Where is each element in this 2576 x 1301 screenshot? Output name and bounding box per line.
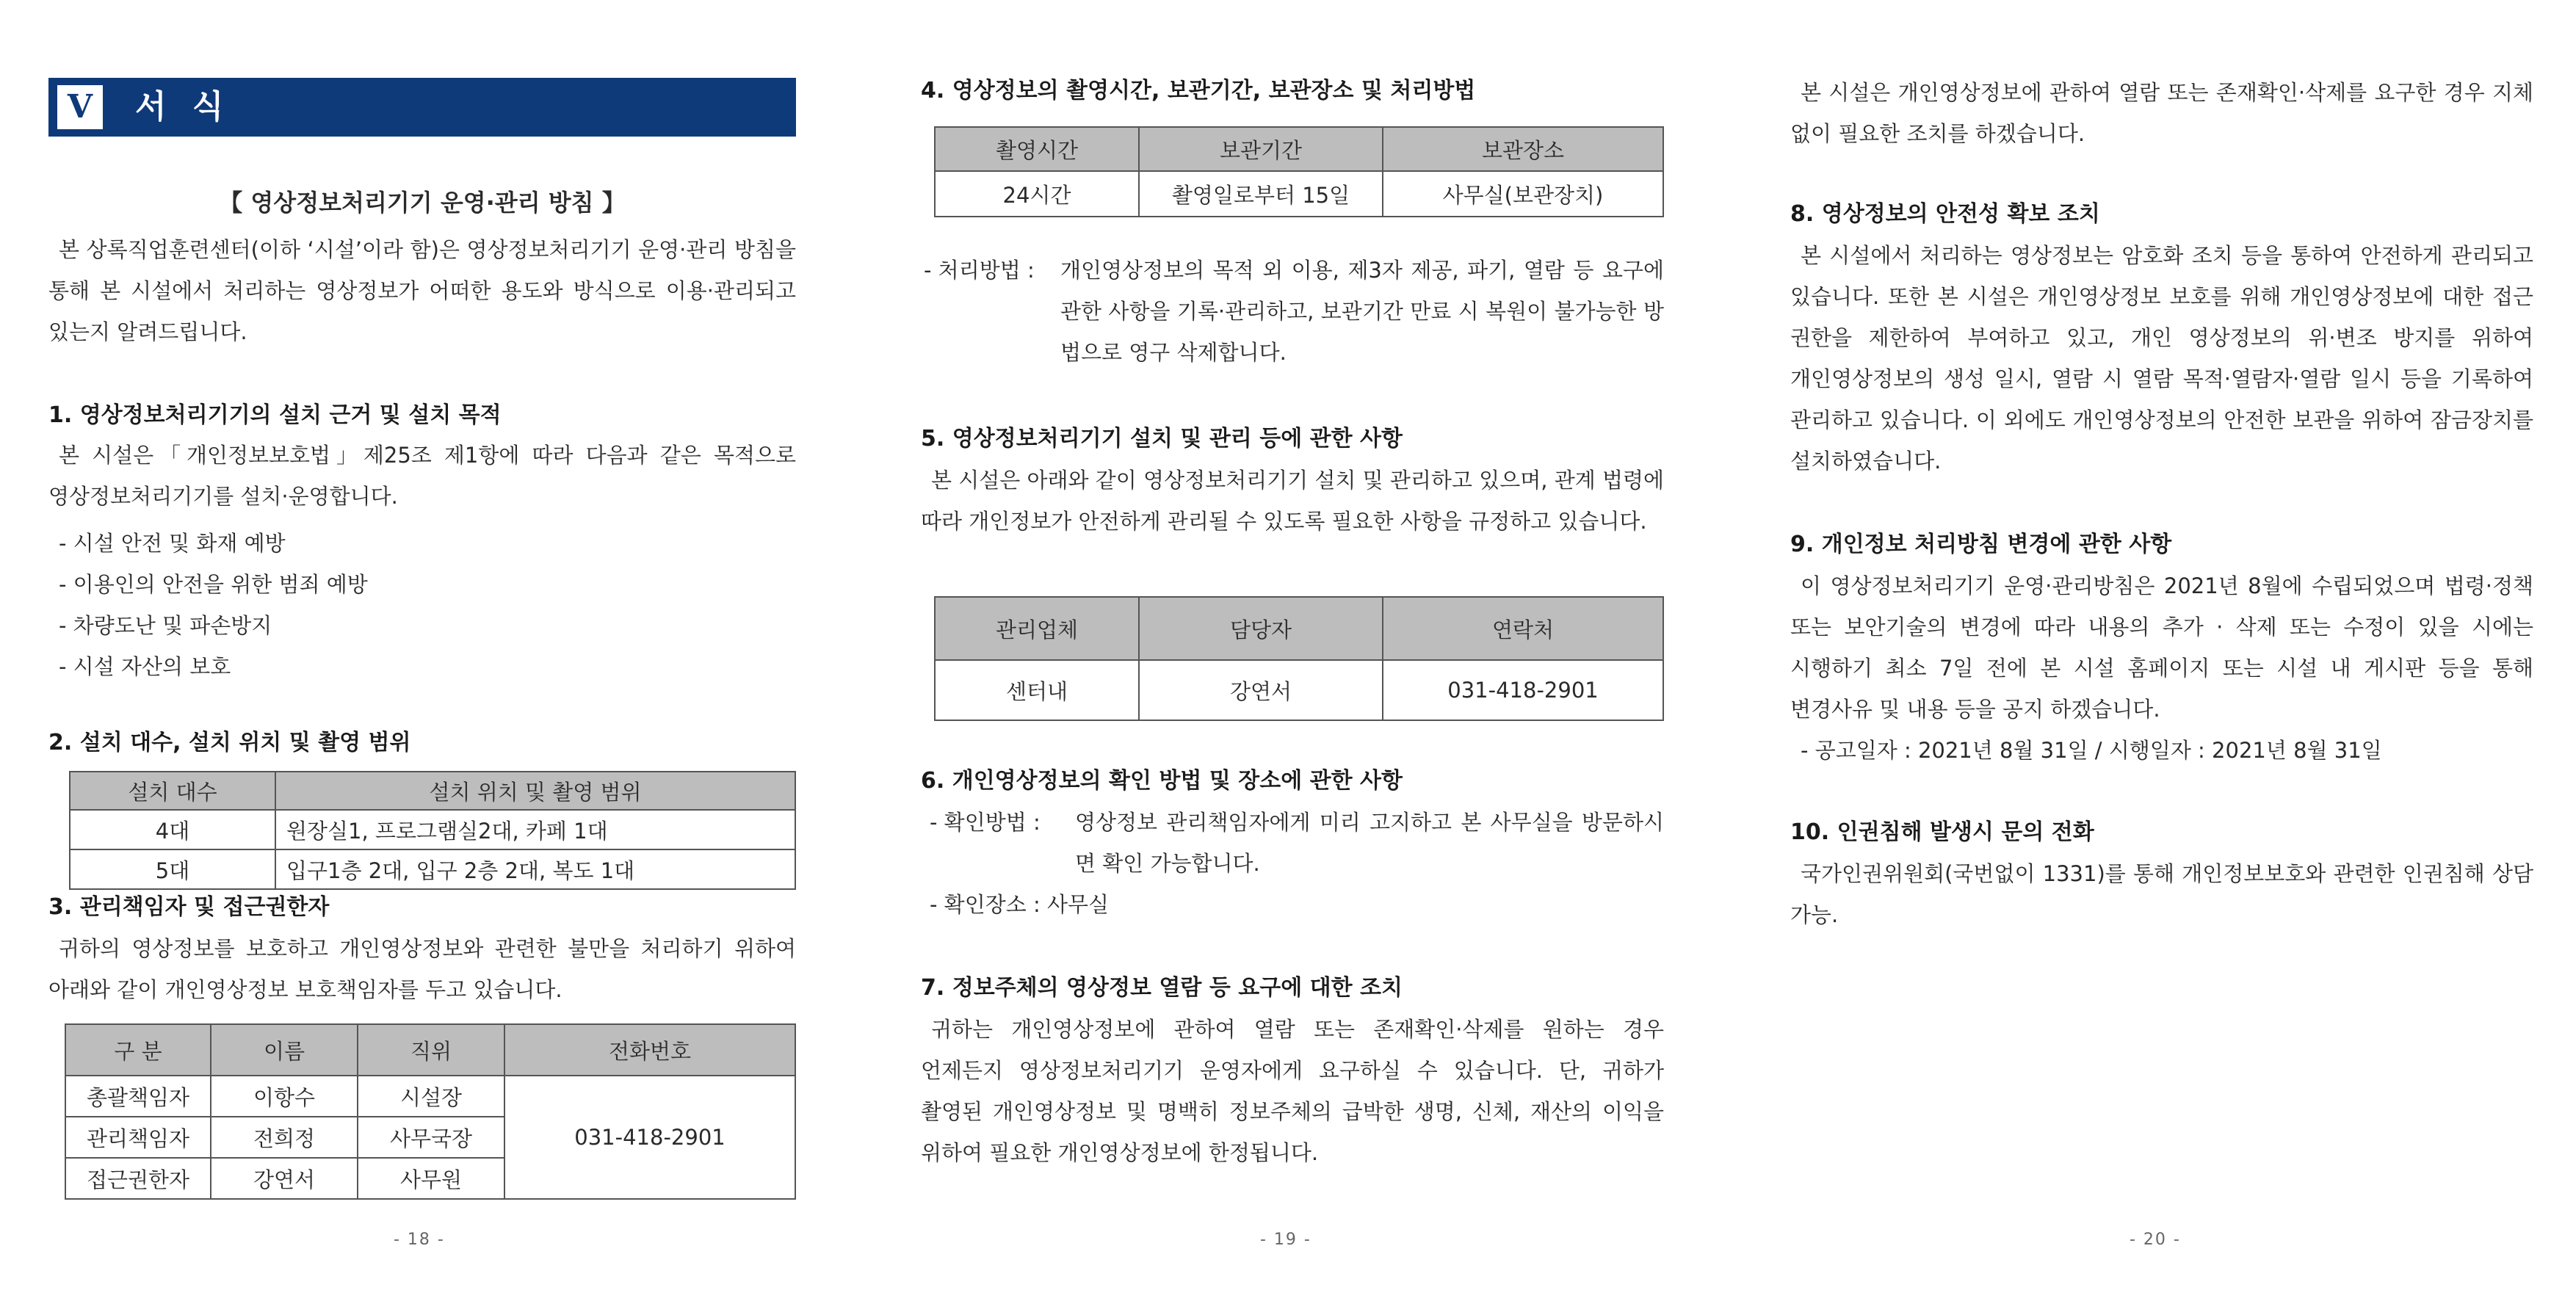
section-1-item: - 시설 안전 및 화재 예방 <box>59 531 286 556</box>
table-cell: 4대 <box>70 810 275 849</box>
page-19 <box>921 0 1664 1301</box>
section-9-body: 이 영상정보처리기기 운영·관리방침은 2021년 8월에 수립되었으며 법령·정책 또는 보안기술의 변경에 따라 내용의 추가 · 삭제 또는 수정이 있을 시에는 시행하기 최소 7일 전에 본 시설 홈페이지 또는 시설 내 게시판 등을 통해 변경사유 및 내용 등을 공지 하겠습니다. <box>1790 573 2533 722</box>
chapter-number: V <box>57 85 103 129</box>
table-cell: 이항수 <box>211 1076 358 1117</box>
section-1-body: 본 시설은「개인정보보호법」제25조 제1항에 따라 다음과 같은 목적으로 영상정보처리기기를 설치·운영합니다. <box>48 443 796 509</box>
manager-table <box>65 1023 796 1200</box>
section-10-title: 10. 인권침해 발생시 문의 전화 <box>1790 819 2094 845</box>
page-number: - 19 - <box>1260 1231 1311 1249</box>
page-18 <box>48 0 796 1301</box>
table-header: 촬영시간 <box>935 127 1139 171</box>
section-4-title: 4. 영상정보의 촬영시간, 보관기간, 보관장소 및 처리방법 <box>921 78 1476 104</box>
section-3-title: 3. 관리책임자 및 접근권한자 <box>48 894 330 920</box>
continued-paragraph: 본 시설은 개인영상정보에 관하여 열람 또는 존재확인·삭제를 요구한 경우 지체 없이 필요한 조치를 하겠습니다. <box>1790 80 2533 146</box>
section-8-body: 본 시설에서 처리하는 영상정보는 암호화 조치 등을 통하여 안전하게 관리되고 있습니다. 또한 본 시설은 개인영상정보 보호를 위해 개인영상정보에 대한 접근 권한을 제한하여 부여하고 있고, 개인 영상정보의 위·변조 방지를 위하여 개인영상정보의 생성 일시, 열람 시 열람 목적·열람자·열람 일시 등을 기록하여 관리하고 있습니다. 이 외에도 개인영상정보의 안전한 보관을 위하여 잠금장치를 설치하였습니다. <box>1790 243 2533 474</box>
document-title: 【 영상정보처리기기 운영·관리 방침 】 <box>219 189 626 217</box>
table-header: 이름 <box>211 1024 358 1076</box>
table-cell: 사무실(보관장치) <box>1383 171 1663 217</box>
table-header: 구 분 <box>65 1024 211 1076</box>
item-text: 영상정보 관리책임자에게 미리 고지하고 본 사무실을 방문하시면 확인 가능합니다. <box>1075 810 1664 876</box>
section-8-title: 8. 영상정보의 안전성 확보 조치 <box>1790 201 2100 227</box>
chapter-title: 서 식 <box>135 88 231 126</box>
section-5-title: 5. 영상정보처리기기 설치 및 관리 등에 관한 사항 <box>921 426 1403 452</box>
table-cell: 사무원 <box>358 1158 504 1199</box>
table-header: 보관기간 <box>1139 127 1383 171</box>
section-5-body: 본 시설은 아래와 같이 영상정보처리기기 설치 및 관리하고 있으며, 관계 법령에 따라 개인정보가 안전하게 관리될 수 있도록 필요한 사항을 규정하고 있습니다. <box>921 468 1664 534</box>
notice-date-item: - 공고일자 : 2021년 8월 31일 / 시행일자 : 2021년 8월 31일 <box>1801 738 2382 763</box>
chapter-banner <box>48 78 796 137</box>
table-cell: 전희정 <box>211 1117 358 1158</box>
section-6-title: 6. 개인영상정보의 확인 방법 및 장소에 관한 사항 <box>921 768 1403 794</box>
table-cell: 시설장 <box>358 1076 504 1117</box>
item-text: 개인영상정보의 목적 외 이용, 제3자 제공, 파기, 열람 등 요구에 관한 사항을 기록·관리하고, 보관기간 만료 시 복원이 불가능한 방법으로 영구 삭제합니다. <box>1060 258 1664 365</box>
table-cell: 입구1층 2대, 입구 2층 2대, 복도 1대 <box>275 849 795 889</box>
section-10-body: 국가인권위원회(국번없이 1331)를 통해 개인정보보호와 관련한 인권침해 상담 가능. <box>1790 861 2533 927</box>
table-header: 설치 대수 <box>70 772 275 810</box>
table-header: 담당자 <box>1139 597 1383 660</box>
page-20 <box>1790 0 2533 1301</box>
table-header: 설치 위치 및 촬영 범위 <box>275 772 795 810</box>
section-7-title: 7. 정보주체의 영상정보 열람 등 요구에 대한 조치 <box>921 975 1403 1001</box>
table-cell: 강연서 <box>1139 660 1383 720</box>
table-cell: 5대 <box>70 849 275 889</box>
check-place-item: - 확인장소 : 사무실 <box>930 892 1109 917</box>
section-1-item: - 이용인의 안전을 위한 범죄 예방 <box>59 572 368 597</box>
table-cell: 접근권한자 <box>65 1158 211 1199</box>
table-cell: 강연서 <box>211 1158 358 1199</box>
section-1-item: - 시설 자산의 보호 <box>59 654 231 679</box>
table-cell: 총괄책임자 <box>65 1076 211 1117</box>
section-7-body: 귀하는 개인영상정보에 관하여 열람 또는 존재확인·삭제를 원하는 경우 언제든지 영상정보처리기기 운영자에게 요구하실 수 있습니다. 단, 귀하가 촬영된 개인영상정보 및 명백히 정보주체의 급박한 생명, 신체, 재산의 이익을 위하여 필요한 개인영상정보에 한정됩니다. <box>921 1017 1664 1165</box>
table-header: 보관장소 <box>1383 127 1663 171</box>
install-table <box>69 771 796 890</box>
item-label: - 확인방법 : <box>930 810 1041 835</box>
processing-method-item <box>924 250 1664 373</box>
table-header: 직위 <box>358 1024 504 1076</box>
table-cell: 촬영일로부터 15일 <box>1139 171 1383 217</box>
retention-table <box>934 126 1664 217</box>
item-label: - 처리방법 : <box>924 258 1035 283</box>
vendor-table <box>934 596 1664 721</box>
table-header: 전화번호 <box>504 1024 795 1076</box>
table-header: 관리업체 <box>935 597 1139 660</box>
section-1-title: 1. 영상정보처리기기의 설치 근거 및 설치 목적 <box>48 402 502 428</box>
page-number: - 18 - <box>394 1231 445 1249</box>
table-cell: 031-418-2901 <box>1383 660 1663 720</box>
page-number: - 20 - <box>2130 1231 2181 1249</box>
table-cell: 관리책임자 <box>65 1117 211 1158</box>
section-1-item: - 차량도난 및 파손방지 <box>59 613 272 638</box>
table-cell: 원장실1, 프로그램실2대, 카페 1대 <box>275 810 795 849</box>
section-3-body: 귀하의 영상정보를 보호하고 개인영상정보와 관련한 불만을 처리하기 위하여 아래와 같이 개인영상정보 보호책임자를 두고 있습니다. <box>48 936 796 1002</box>
section-9-title: 9. 개인정보 처리방침 변경에 관한 사항 <box>1790 532 2172 557</box>
check-method-item <box>930 802 1664 884</box>
section-2-title: 2. 설치 대수, 설치 위치 및 촬영 범위 <box>48 730 411 755</box>
table-cell: 사무국장 <box>358 1117 504 1158</box>
table-header: 연락처 <box>1383 597 1663 660</box>
table-cell-phone: 031-418-2901 <box>504 1076 795 1199</box>
table-cell: 센터내 <box>935 660 1139 720</box>
intro-paragraph: 본 상록직업훈련센터(이하 ‘시설’이라 함)은 영상정보처리기기 운영·관리 방침을 통해 본 시설에서 처리하는 영상정보가 어떠한 용도와 방식으로 이용·관리되고 있는지 알려드립니다. <box>48 237 796 344</box>
table-cell: 24시간 <box>935 171 1139 217</box>
